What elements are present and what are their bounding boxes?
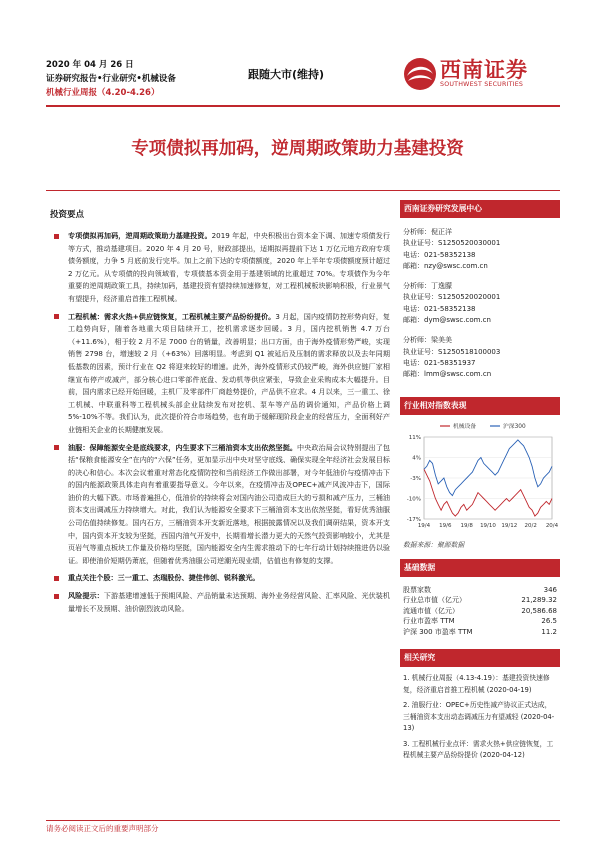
analyst-email[interactable]: 邮箱：nzy@swsc.com.cn [403, 261, 488, 270]
analyst-name: 分析师：丁逸朦 [403, 282, 452, 291]
analyst-phone: 电话：021-58351937 [403, 358, 476, 367]
summary-bullet [46, 230, 390, 306]
analyst-phone: 电话：021-58352138 [403, 304, 476, 313]
x-tick-label: 20/2 [524, 522, 537, 529]
row-value: 20,586.68 [521, 606, 557, 615]
legend-label: 机械设备 [453, 423, 477, 430]
analyst-phone: 电话：021-58352138 [403, 250, 476, 259]
footer-divider [46, 820, 560, 821]
row-value: 346 [543, 585, 557, 594]
logo-mark-icon [402, 54, 438, 94]
row-label: 沪深 300 市盈率 TTM [403, 627, 473, 636]
footer-disclaimer: 请务必阅读正文后的重要声明部分 [46, 824, 159, 833]
bullet-lead: 工程机械：需求火热+供应链恢复，工程机械主要产品纷纷提价。 [68, 311, 276, 321]
relative-index-chart [400, 415, 560, 535]
row-value: 11.2 [541, 627, 557, 636]
analyst-cert: 执业证号：S1250518100003 [403, 347, 501, 356]
related-item[interactable]: 3. 工程机械行业点评：需求火热+供应链恢复，工程机械主要产品纷纷提价 (2020-04-12) [403, 739, 554, 760]
table-row [400, 606, 560, 617]
bullet-lead: 油服：保障能源安全是底线要求，内生要求下三桶油资本支出依然坚挺。 [68, 442, 298, 452]
report-category: 证券研究报告•行业研究•机械设备 [46, 74, 176, 84]
related-item[interactable]: 2. 油服行业：OPEC+历史性减产协议正式达成，三桶油资本支出动态调减压力有望减轻 (2020-04-13) [403, 701, 555, 733]
series-line-0 [424, 469, 552, 516]
title-divider [46, 190, 560, 191]
summary-bullet [46, 590, 390, 615]
logo-en: SOUTHWEST SECURITIES [440, 81, 524, 88]
row-value: 26.5 [541, 617, 557, 626]
y-tick-label: 11% [408, 434, 421, 441]
x-tick-label: 20/4 [545, 522, 559, 529]
logo-name: 西南证券 [440, 57, 528, 82]
y-tick-label: 4% [412, 455, 421, 462]
analyst-card [403, 281, 560, 326]
bullet-text: 下游基建增速低于预期风险、产品销量未达预期、海外业务经营风险、汇率风险、光伏装机量增长不及预期、油价剧烈波动风险。 [68, 591, 391, 613]
row-label: 行业总市值（亿元） [403, 596, 466, 605]
bullet-lead: 专项债拟再加码，逆周期政策助力基建投资。 [68, 231, 212, 240]
x-tick-label: 19/12 [501, 522, 518, 529]
header-divider [46, 105, 560, 107]
report-date: 2020 年 04 月 26 日 [46, 60, 134, 70]
analyst-name: 分析师：梁美美 [403, 336, 452, 345]
basic-data-table [400, 585, 560, 638]
x-tick-label: 19/10 [480, 522, 496, 529]
summary-title: 投资要点 [50, 210, 85, 220]
summary-section [46, 196, 390, 620]
summary-bullet [46, 311, 390, 437]
rating: 跟随大市(维持) [248, 68, 325, 81]
analyst-email[interactable]: 邮箱：dym@swsc.com.cn [403, 316, 491, 325]
summary-bullet [46, 442, 390, 568]
bullet-text: 中央政治局会议特别提出了包括“保粮食能源安全”在内的“六保”任务，更加显示出中央对坚守底线、确保实现全年经济社会发展目标的决心和信心。本次会议着重对常态化疫情防控和当前经济工作做出部署，对今年低油价与疫情冲击下的国内能源政策具体走向有着重要指导意义。今年以来，在疫情冲击及OPEC+减产风波冲击下，国际油价的大幅下跌。市场普遍担心，低油价的持续将会对国内油公司造成巨大的亏损和减产压力，三桶油资本支出调减压力持续增大。对此，我们认为能源安全要求下三桶油资本支出依然坚挺，看好优秀油服公司估值持续修复。国内石方，三桶油资本开支新近落地，根据披露情况以及我们调研结果，资本开支中，国内资本开支较为坚挺，西国内油气开发中，长期看增长潜力更大的天然气投资影响较小，尤其是页岩气等重点板块工作量及价格均坚挺，国内能源安全内生需求推动下的七年行动计划持续推进仍以验证。即使油价短期仍萧底，但随着优秀油服公司逆潮光现业绩，估值也有修复的支撑。 [68, 442, 391, 565]
related-list [400, 667, 560, 762]
analyst-list [400, 227, 560, 381]
y-tick-label: -17% [406, 516, 421, 523]
analysts-title: 西南证券研究发展中心 [400, 200, 560, 218]
row-label: 流通市值（亿元） [403, 606, 459, 615]
company-logo [400, 50, 560, 100]
related-item[interactable]: 1. 机械行业周报（4.13-4.19）：基建投资快速修复，经济重启首推工程机械 (2020-04-19) [403, 674, 550, 694]
analyst-email[interactable]: 邮箱：lmm@swsc.com.cn [403, 370, 492, 379]
legend-label: 沪深300 [503, 423, 526, 430]
x-tick-label: 19/8 [460, 522, 473, 529]
table-row [400, 595, 560, 606]
bullet-lead: 风险提示： [68, 591, 104, 601]
row-label: 行业市盈率 TTM [403, 617, 455, 626]
bullet-text: 三一重工、杰瑞股份、捷佳伟创、锐科激光。 [117, 573, 260, 583]
basic-data-title: 基础数据 [400, 559, 560, 577]
bullet-text: 2019 年起，中央积极出台资本金下调、加速专项债发行等方式，推动基建项目。2020 年 4 月 20 号，财政部提出，适期拟再提前下达 1 万亿元地方政府专项债务额度，力争 5 月底前发行完毕。加上之前下达的专项债额度，2020 年上半年专项债额度预计超过 2 万亿元。从专项债的投向领域看，专项债基本资金用于基建领域的比重超过 70%。专项债作为今年重要的逆周期政策工具，持续加码，基建投资有望持续加速修复，对工程机械板块影响积极，行业景气有望提升，经济重启首推工程机械。 [68, 231, 391, 303]
x-tick-label: 19/6 [439, 522, 452, 529]
row-value: 21,289.32 [521, 596, 557, 605]
header-meta [46, 58, 176, 100]
analyst-cert: 执业证号：S1250520030001 [403, 239, 501, 248]
chart-title: 行业相对指数表现 [400, 397, 560, 415]
table-row [400, 627, 560, 638]
chart-source: 数据来源：聚源数据 [403, 540, 465, 549]
row-label: 股票家数 [403, 585, 431, 594]
table-row [400, 585, 560, 596]
bullet-lead: 重点关注个股： [68, 573, 118, 583]
table-row [400, 616, 560, 627]
analyst-name: 分析师：倪正洋 [403, 228, 452, 236]
analyst-card [403, 227, 560, 272]
report-title: 专项债拟再加码，逆周期政策助力基建投资 [131, 139, 464, 159]
analyst-card [403, 335, 560, 380]
summary-bullet [46, 572, 390, 585]
x-tick-label: 19/4 [417, 522, 431, 529]
bullet-text: 3 月起，国内疫情防控形势向好，复工趋势向好，随着各地重大项目陆续开工，挖机需求逐步回暖。3 月，国内挖机销售 4.7 万台（+11.6%），相于较 2 月不足 7000 台的销量，改善明显；出口方面，由于海外疫情形势严峻，实现销售 2798 台，增速较 2 月（+63%）回落明显。考虑到 Q1 被延后及压制的需求释放以及去年同期低基数的因素，预计行业在 Q2 将迎来较好的增速。此外，海外疫情形式仍较严峻，海外供应链厂家相继宣布停产或减产，部分核心进口零部件底盘、发动机等供应紧张，导致企业采购成本大幅提升。目前，国内需求已经开始回暖，主机厂及零部件厂商趁势提价，产品供不应求。4 月以来，三一重工、徐工机械、中联重科等工程机械头部企业陆续发布对挖机、泵车等产品的调价通知，产品价格上调 5%-10%不等。我们认为，此次提价符合市场趋势，也有助于缓解现阶段企业的经营压力，全面利好产业链相关企业的长期健康发展。 [68, 311, 390, 434]
series-line-1 [424, 439, 552, 495]
report-type: 机械行业周报（4.20-4.26） [46, 88, 160, 98]
y-tick-label: -3% [410, 475, 421, 482]
related-title: 相关研究 [400, 649, 560, 667]
analyst-cert: 执业证号：S1250520020001 [403, 293, 501, 302]
y-tick-label: -10% [406, 496, 421, 503]
sidebar [400, 200, 560, 766]
